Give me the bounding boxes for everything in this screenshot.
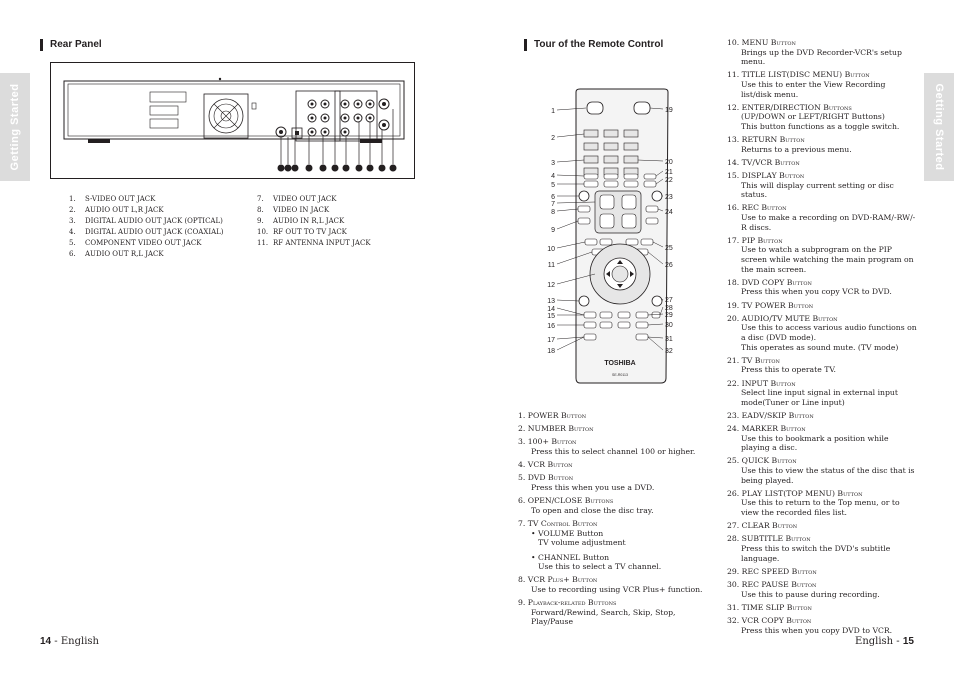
button-item: 1. POWER Button bbox=[518, 411, 587, 420]
jack-item: 4. DIGITAL AUDIO OUT JACK (COAXIAL) bbox=[69, 228, 224, 237]
button-item: 11. TITLE LIST(DISC MENU) Button Use this to enter the View Recording list/disk menu. bbox=[727, 70, 886, 99]
callout-11: 11 bbox=[547, 262, 555, 269]
jack-list-right bbox=[257, 194, 371, 249]
footer-right-text: English - bbox=[855, 636, 903, 647]
footer-left bbox=[40, 636, 99, 647]
callout-26: 26 bbox=[665, 262, 673, 269]
remote-model: SE-R0113 bbox=[612, 373, 628, 377]
callout-29: 29 bbox=[665, 312, 673, 319]
jack-item: 11. RF ANTENNA INPUT JACK bbox=[257, 239, 371, 248]
callout-19: 19 bbox=[665, 107, 673, 114]
button-item: 13. RETURN Button Returns to a previous menu. bbox=[727, 135, 852, 154]
callout-9: 9 bbox=[551, 227, 555, 234]
side-tab-label: Getting Started bbox=[9, 83, 21, 171]
jack-item: 5. COMPONENT VIDEO OUT JACK bbox=[69, 239, 202, 248]
callout-6: 6 bbox=[551, 194, 555, 201]
button-item: 25. QUICK Button Use this to view the status of the disc that is being played. bbox=[727, 456, 915, 485]
jack-item: 8. VIDEO IN JACK bbox=[257, 206, 330, 215]
callout-21: 21 bbox=[665, 169, 673, 176]
callout-5: 5 bbox=[551, 182, 555, 189]
button-item: 2. NUMBER Button bbox=[518, 424, 594, 434]
callout-25: 25 bbox=[665, 245, 673, 252]
button-item: 9. Playback-related Buttons Forward/Rewind, Search, Skip, Stop, Play/Pause bbox=[518, 598, 676, 627]
callout-17: 17 bbox=[547, 337, 555, 344]
callout-20: 20 bbox=[665, 159, 673, 166]
callout-1: 1 bbox=[551, 108, 555, 115]
button-item: 16. REC Button Use to make a recording on DVD-RAM/-RW/-R discs. bbox=[727, 203, 916, 232]
button-item: 23. EADV/SKIP Button bbox=[727, 410, 814, 420]
jack-item: 1. S-VIDEO OUT JACK bbox=[69, 195, 156, 203]
remote-brand: TOSHIBA bbox=[604, 360, 636, 367]
rear-panel-title: Rear Panel bbox=[40, 39, 102, 51]
jack-item: 6. AUDIO OUT R,L JACK bbox=[69, 250, 164, 259]
callout-30: 30 bbox=[665, 322, 673, 329]
callout-24: 24 bbox=[665, 209, 673, 216]
callout-27: 27 bbox=[665, 297, 673, 304]
button-item: 21. TV Button Press this to operate TV. bbox=[727, 355, 836, 375]
callout-8: 8 bbox=[551, 209, 555, 216]
button-item: 26. PLAY LIST(TOP MENU) Button Use this to return to the Top menu, or to view the recorded files list. bbox=[727, 488, 900, 518]
callout-18: 18 bbox=[547, 348, 555, 355]
callout-16: 16 bbox=[547, 323, 555, 330]
callout-7: 7 bbox=[551, 201, 555, 208]
button-item: 20. AUDIO/TV MUTE Button Use this to access various audio functions on a disc (DVD mode). This operates as sound mute. (TV mode) bbox=[727, 313, 917, 352]
remote-title: Tour of the Remote Control bbox=[524, 39, 663, 51]
jack-item: 7. VIDEO OUT JACK bbox=[257, 195, 337, 203]
page-number-left: 14 bbox=[40, 636, 52, 647]
footer-right bbox=[855, 636, 914, 647]
callout-4: 4 bbox=[551, 173, 555, 180]
button-item: 14. TV/VCR Button bbox=[727, 157, 800, 167]
jack-item: 3. DIGITAL AUDIO OUT JACK (OPTICAL) bbox=[69, 217, 223, 226]
callout-10: 10 bbox=[547, 246, 555, 253]
button-list-1 bbox=[518, 411, 718, 631]
button-item: 15. DISPLAY Button This will display current setting or disc status. bbox=[727, 171, 894, 200]
button-item: 7. TV Control Button • VOLUME Button TV volume adjustment • CHANNEL Button Use this to select a TV channel. bbox=[518, 518, 662, 572]
callout-28: 28 bbox=[665, 305, 673, 312]
button-item: 3. 100+ Button Press this to select channel 100 or higher. bbox=[518, 437, 696, 456]
remote-illustration bbox=[540, 88, 690, 388]
button-item: 27. CLEAR Button bbox=[727, 521, 798, 531]
button-item: 18. DVD COPY Button Press this when you copy VCR to DVD. bbox=[727, 277, 892, 297]
button-item: 12. ENTER/DIRECTION Buttons (UP/DOWN or LEFT/RIGHT Buttons) This button functions as a toggle switch. bbox=[727, 102, 900, 131]
button-item: 5. DVD Button Press this when you use a DVD. bbox=[518, 473, 655, 492]
button-item: 32. VCR COPY Button Press this when you copy DVD to VCR. bbox=[727, 615, 893, 635]
callout-22: 22 bbox=[665, 177, 673, 184]
rear-panel-illustration bbox=[50, 62, 415, 179]
button-item: 22. INPUT Button Select line input signal in external input mode(Tuner or Line input) bbox=[727, 378, 898, 407]
callout-2: 2 bbox=[551, 135, 555, 142]
button-item: 10. MENU Button Brings up the DVD Recorder-VCR's setup menu. bbox=[727, 38, 902, 67]
callout-12: 12 bbox=[547, 282, 555, 289]
jack-item: 2. AUDIO OUT L,R JACK bbox=[69, 206, 164, 215]
button-list-2 bbox=[727, 38, 917, 639]
callout-15: 15 bbox=[547, 313, 555, 320]
jack-list-left bbox=[69, 194, 224, 261]
callout-3: 3 bbox=[551, 160, 555, 167]
button-item: 30. REC PAUSE Button Use this to pause during recording. bbox=[727, 579, 880, 599]
jack-item: 9. AUDIO IN R,L JACK bbox=[257, 217, 345, 226]
callout-13: 13 bbox=[547, 298, 555, 305]
callout-32: 32 bbox=[665, 348, 673, 355]
button-item: 8. VCR Plus+ Button Use to recording using VCR Plus+ function. bbox=[518, 575, 703, 595]
callout-31: 31 bbox=[665, 336, 673, 343]
side-tab-right bbox=[924, 73, 954, 181]
callout-14: 14 bbox=[547, 306, 555, 313]
jack-item: 10. RF OUT TO TV JACK bbox=[257, 228, 347, 237]
side-tab-label: Getting Started bbox=[933, 83, 945, 171]
button-item: 24. MARKER Button Use this to bookmark a position while playing a disc. bbox=[727, 424, 889, 453]
button-item: 6. OPEN/CLOSE Buttons To open and close the disc tray. bbox=[518, 496, 654, 515]
button-item: 19. TV POWER Button bbox=[727, 300, 814, 310]
button-item: 17. PIP Button Use to watch a subprogram on the PIP screen while watching the main program on the main screen. bbox=[727, 235, 914, 274]
button-item: 29. REC SPEED Button bbox=[727, 566, 817, 576]
button-item: 4. VCR Button bbox=[518, 460, 573, 470]
button-item: 31. TIME SLIP Button bbox=[727, 602, 812, 612]
footer-left-text: - English bbox=[51, 636, 99, 647]
callout-23: 23 bbox=[665, 194, 673, 201]
button-item: 28. SUBTITLE Button Press this to switch the DVD's subtitle language. bbox=[727, 534, 891, 563]
chassis bbox=[64, 81, 404, 139]
page-number-right: 15 bbox=[902, 636, 914, 647]
side-tab-left bbox=[0, 73, 30, 181]
